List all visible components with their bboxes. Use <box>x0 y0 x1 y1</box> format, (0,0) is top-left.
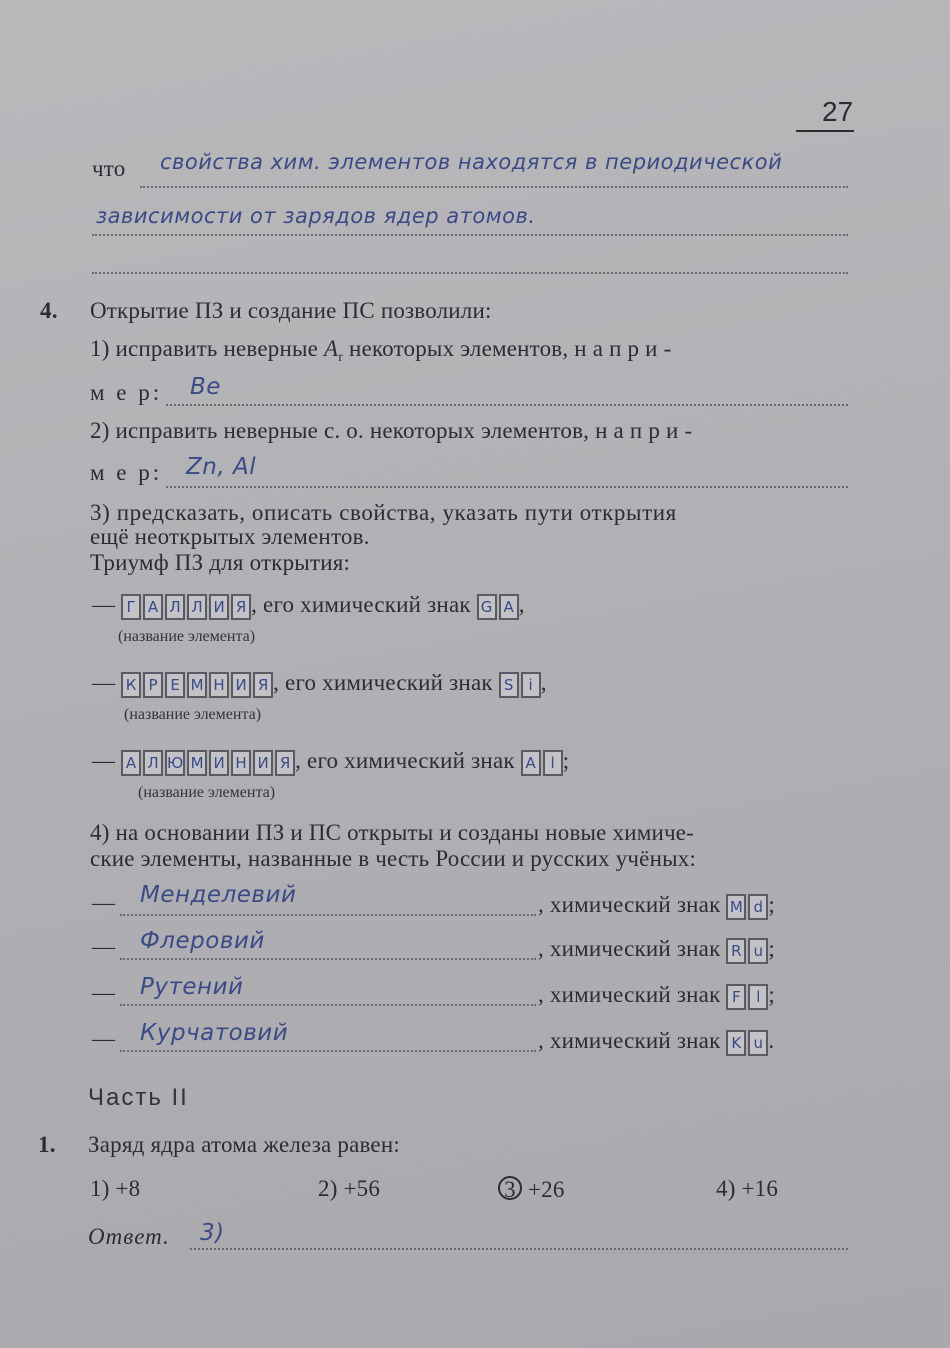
question-number: 4. <box>40 298 58 323</box>
item1-text: 1) исправить неверные $A_r$ некоторых элементов, н а п р и - <box>90 336 672 365</box>
item3-line1: 3) предсказать, описать свойства, указать пути открытия <box>90 500 677 525</box>
letter-box: d <box>748 894 768 920</box>
answer-line <box>190 1248 848 1250</box>
letter-box: R <box>726 938 746 964</box>
letter-box: К <box>121 672 141 698</box>
answer-line <box>120 1004 536 1006</box>
question-text: Заряд ядра атома железа равен: <box>88 1132 400 1157</box>
item4-line1: 4) на основании ПЗ и ПС открыты и созданы новые химиче- <box>90 820 695 845</box>
answer-line <box>120 958 536 960</box>
named-row-3: — <box>92 980 116 1005</box>
triumph-label: Триумф ПЗ для открытия: <box>90 550 351 575</box>
letter-box: И <box>231 672 251 698</box>
intro-word: что <box>92 156 126 181</box>
letter-box: Я <box>275 750 295 776</box>
question-number: 1. <box>38 1132 56 1157</box>
letter-box: А <box>121 750 141 776</box>
letter-box: S <box>499 672 519 698</box>
letter-box: l <box>543 750 563 776</box>
letter-box: И <box>209 594 229 620</box>
element-row-3: — А Л Ю М И Н И Я , его химический знак A l ; <box>92 748 569 776</box>
named-answer: Менделевий <box>140 882 297 908</box>
answer-line <box>92 234 848 236</box>
item2-example-label: м е р: <box>90 460 163 485</box>
element-name-boxes <box>121 750 295 776</box>
letter-box: Р <box>143 672 163 698</box>
answer-line <box>166 404 848 406</box>
letter-box: u <box>748 1030 768 1056</box>
circled-option-mark: 3 <box>498 1176 522 1200</box>
letter-box: И <box>209 750 229 776</box>
named-symbol-3: , химический знак F l ; <box>538 982 775 1010</box>
page-number-underline <box>796 130 854 132</box>
named-answer: Рутений <box>140 974 244 1000</box>
symbol-boxes <box>726 984 768 1010</box>
element-name-boxes <box>121 672 273 698</box>
letter-box: Ю <box>165 750 185 776</box>
named-symbol-4: , химический знак K u . <box>538 1028 774 1056</box>
letter-box: l <box>748 984 768 1010</box>
symbol-boxes <box>726 894 768 920</box>
option-4: 4) +16 <box>716 1176 779 1201</box>
intro-answer-line2: зависимости от зарядов ядер атомов. <box>96 204 536 228</box>
letter-box: F <box>726 984 746 1010</box>
item1-answer: Be <box>190 374 221 400</box>
item2-text: 2) исправить неверные с. о. некоторых элементов, н а п р и - <box>90 418 693 443</box>
letter-box: K <box>726 1030 746 1056</box>
page-number: 27 <box>822 96 854 127</box>
letter-box: Л <box>187 594 207 620</box>
symbol-boxes <box>521 750 563 776</box>
question-title: Открытие ПЗ и создание ПС позволили: <box>90 298 492 323</box>
letter-box: A <box>499 594 519 620</box>
symbol-boxes <box>477 594 519 620</box>
named-answer: Флеровий <box>140 928 265 954</box>
element-row-1: — Г А Л Л И Я , его химический знак G A , <box>92 592 525 620</box>
letter-box: Л <box>165 594 185 620</box>
element-row-2: — К Р Е М Н И Я , его химический знак S i , <box>92 670 547 698</box>
named-symbol-1: , химический знак M d ; <box>538 892 775 920</box>
letter-box: М <box>187 750 207 776</box>
item1-example-label: м е р: <box>90 380 163 405</box>
named-row-2: — <box>92 934 116 959</box>
letter-box: Я <box>231 594 251 620</box>
named-row-1: — <box>92 890 116 915</box>
letter-box: i <box>521 672 541 698</box>
intro-answer-line1: свойства хим. элементов находятся в периодической <box>160 150 783 174</box>
letter-box: Н <box>231 750 251 776</box>
symbol-boxes <box>726 1030 768 1056</box>
letter-box: Н <box>209 672 229 698</box>
named-row-4: — <box>92 1026 116 1051</box>
answer-line <box>140 186 848 188</box>
option-1: 1) +8 <box>90 1176 141 1201</box>
item4-line2: ские элементы, названные в честь России и русских учёных: <box>90 846 697 871</box>
letter-box: Л <box>143 750 163 776</box>
letter-box: М <box>187 672 207 698</box>
named-answer: Курчатовий <box>140 1020 289 1046</box>
letter-box: G <box>477 594 497 620</box>
named-symbol-2: , химический знак R u ; <box>538 936 775 964</box>
letter-box: А <box>143 594 163 620</box>
answer-line <box>120 914 536 916</box>
answer-line <box>166 486 848 488</box>
letter-box: Г <box>121 594 141 620</box>
letter-box: И <box>253 750 273 776</box>
letter-box: Я <box>253 672 273 698</box>
symbol-boxes <box>726 938 768 964</box>
element-caption: (название элемента) <box>118 628 256 645</box>
answer-label: Ответ. <box>88 1224 170 1249</box>
letter-box: Е <box>165 672 185 698</box>
element-caption: (название элемента) <box>124 706 262 723</box>
part-heading: Часть II <box>88 1084 189 1111</box>
answer-line <box>92 272 848 274</box>
letter-box: u <box>748 938 768 964</box>
option-3: 3 +26 <box>498 1176 565 1203</box>
element-name-boxes <box>121 594 251 620</box>
answer-value: 3) <box>200 1220 225 1246</box>
letter-box: M <box>726 894 746 920</box>
symbol-boxes <box>499 672 541 698</box>
element-caption: (название элемента) <box>138 784 276 801</box>
item2-answer: Zn, Al <box>186 454 257 480</box>
item3-line2: ещё неоткрытых элементов. <box>90 524 370 549</box>
answer-line <box>120 1050 536 1052</box>
option-2: 2) +56 <box>318 1176 381 1201</box>
letter-box: A <box>521 750 541 776</box>
